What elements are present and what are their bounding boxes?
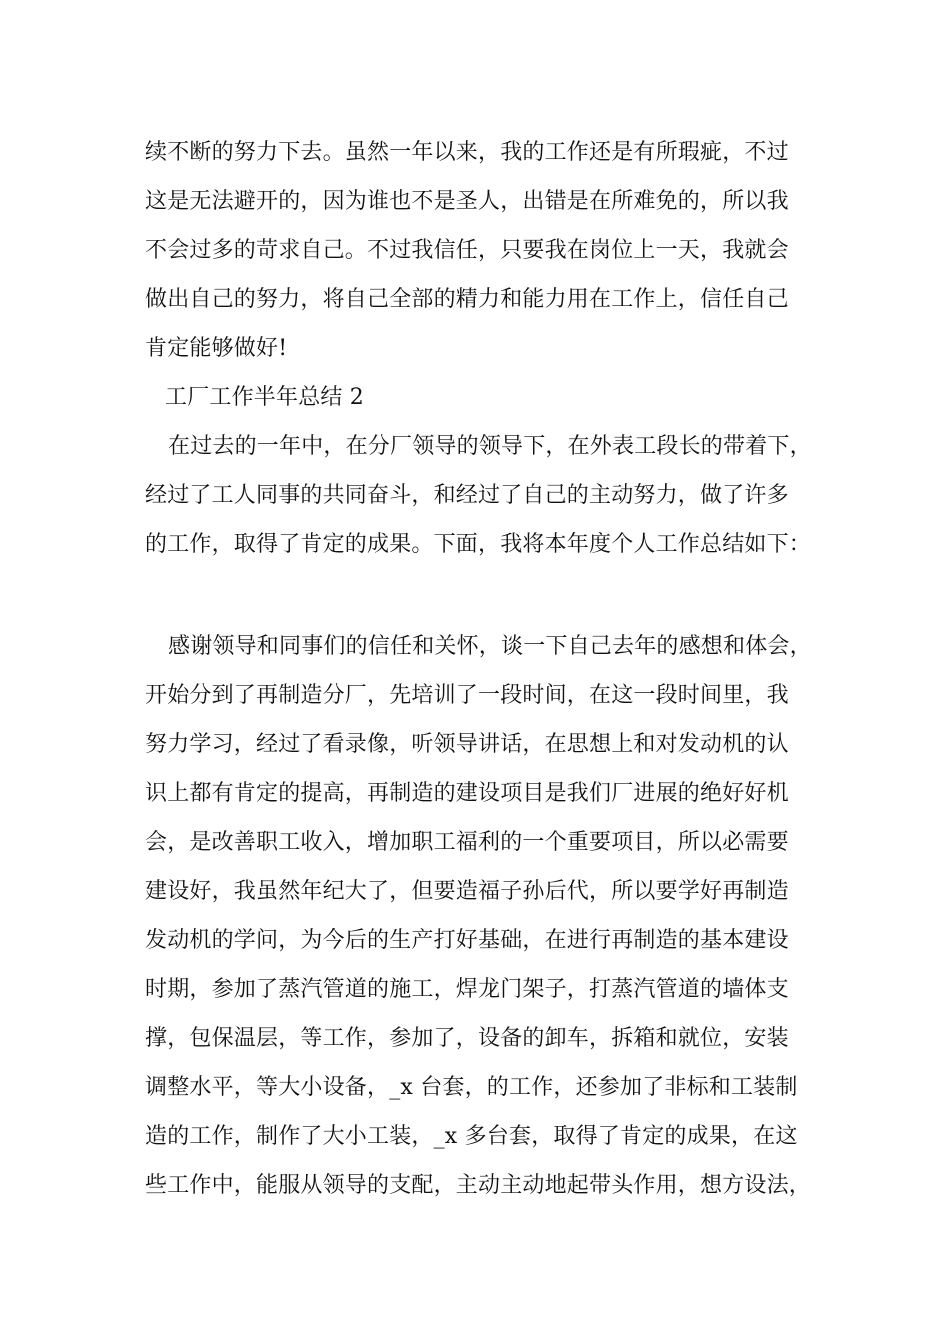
paragraph-line: 肯定能够做好!: [145, 336, 288, 361]
paragraph-line: 在过去的一年中，在分厂领导的领导下，在外表工段长的带着下，: [168, 434, 812, 459]
paragraph-line: 建设好，我虽然年纪大了，但要造福子孙后代，所以要学好再制造: [145, 879, 789, 904]
paragraph-line: 续不断的努力下去。虽然一年以来，我的工作还是有所瑕疵，不过: [145, 140, 789, 165]
paragraph-line: 时期，参加了蒸汽管道的施工，焊龙门架子，打蒸汽管道的墙体支: [145, 977, 789, 1002]
paragraph-line: 些工作中，能服从领导的支配，主动主动地起带头作用，想方设法，: [145, 1173, 812, 1198]
paragraph-line: 开始分到了再制造分厂，先培训了一段时间，在这一段时间里，我: [145, 683, 789, 708]
paragraph-line: 造的工作，制作了大小工装，_x 多台套，取得了肯定的成果，在这: [145, 1124, 798, 1149]
paragraph-line: 识上都有肯定的提高，再制造的建设项目是我们厂进展的绝好好机: [145, 781, 789, 806]
paragraph-line: 这是无法避开的，因为谁也不是圣人，出错是在所难免的，所以我: [145, 189, 789, 214]
paragraph-line: 经过了工人同事的共同奋斗，和经过了自己的主动努力，做了许多: [145, 483, 789, 508]
section-heading: 工厂工作半年总结 2: [165, 385, 364, 410]
paragraph-line: 发动机的学问，为今后的生产打好基础，在进行再制造的基本建设: [145, 928, 789, 953]
paragraph-line: 不会过多的苛求自己。不过我信任，只要我在岗位上一天，我就会: [145, 238, 789, 263]
paragraph-line: 感谢领导和同事们的信任和关怀，谈一下自己去年的感想和体会，: [168, 634, 812, 659]
paragraph-line: 调整水平，等大小设备，_x 台套，的工作，还参加了非标和工装制: [145, 1075, 798, 1100]
paragraph-line: 努力学习，经过了看录像，听领导讲话，在思想上和对发动机的认: [145, 732, 789, 757]
paragraph-line: 撑，包保温层，等工作，参加了，设备的卸车，拆箱和就位，安装: [145, 1026, 789, 1051]
paragraph-line: 会，是改善职工收入，增加职工福利的一个重要项目，所以必需要: [145, 830, 789, 855]
paragraph-line: 的工作，取得了肯定的成果。下面，我将本年度个人工作总结如下：: [145, 532, 812, 557]
paragraph-line: 做出自己的努力，将自己全部的精力和能力用在工作上，信任自己: [145, 287, 789, 312]
